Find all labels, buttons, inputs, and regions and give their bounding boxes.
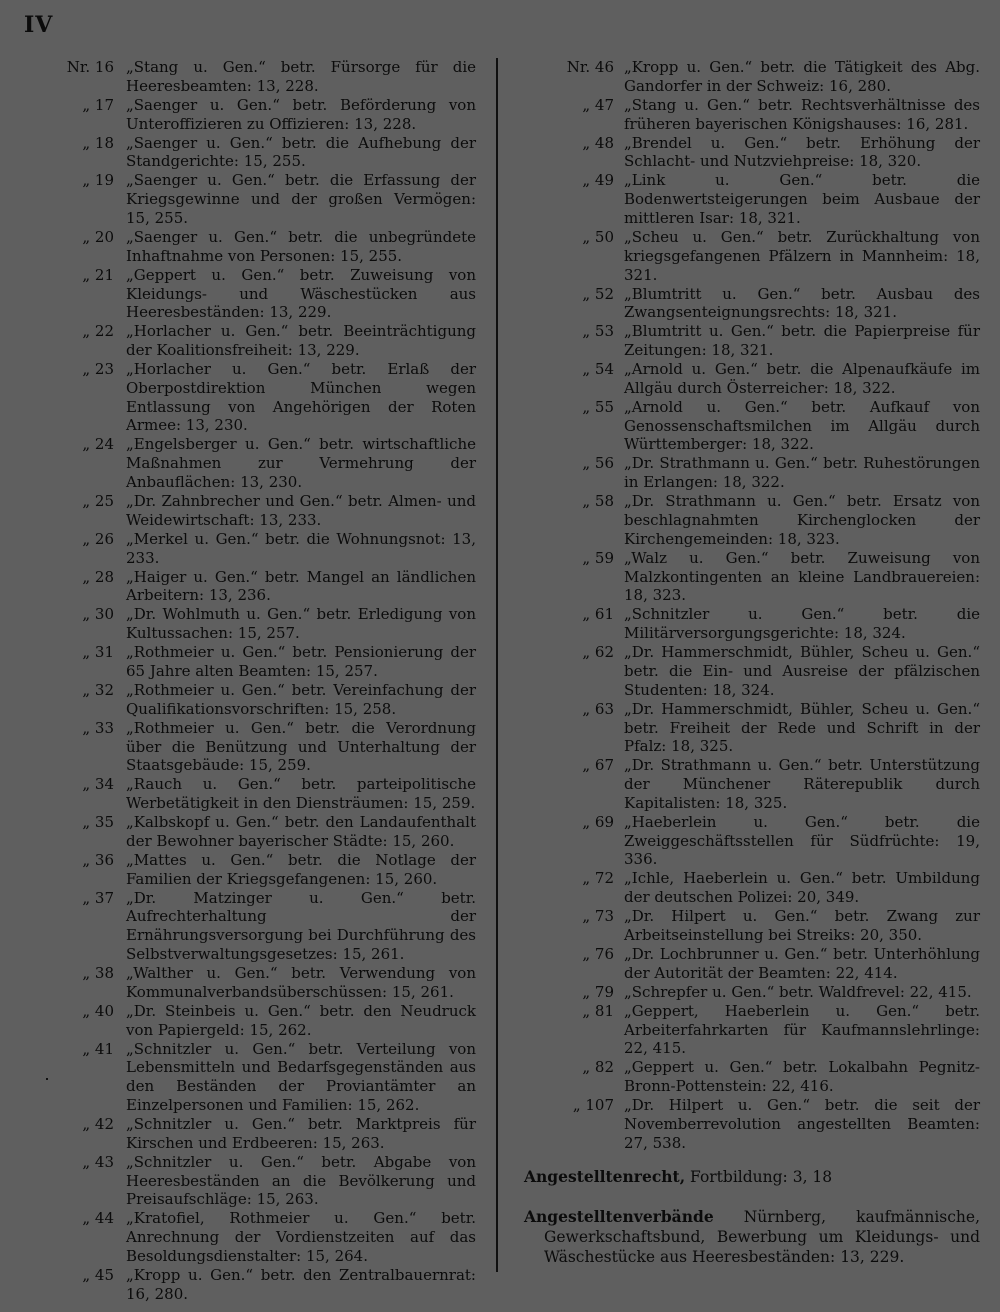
right-column <box>524 58 980 1267</box>
entry-number: „ 38 <box>82 964 114 982</box>
list-item <box>56 889 476 964</box>
entry-text: „Dr. Strathmann u. Gen.“ betr. Unterstützung der Münchener Räterepublik durch Kapitalisten: 18, 325. <box>624 756 980 812</box>
entry-number: Nr. 46 <box>566 58 614 76</box>
entry-text: „Dr. Hilpert u. Gen.“ betr. die seit der Novemberrevolution angestellten Beamten: 27, 538. <box>624 1096 980 1152</box>
entry-number: „ 56 <box>582 454 614 473</box>
entry-text: „Dr. Hammerschmidt, Bühler, Scheu u. Gen.“ betr. die Ein- und Ausreise der pfälzischen Studenten: 18, 324. <box>624 643 980 699</box>
list-item <box>56 813 476 851</box>
entry-text: „Geppert u. Gen.“ betr. Zuweisung von Kleidungs- und Wäschestücken aus Heeresbeständen: 13, 229. <box>126 265 476 322</box>
entry-text: „Walther u. Gen.“ betr. Verwendung von Kommunalverbandsüberschüssen: 15, 261. <box>126 964 476 1001</box>
list-item <box>56 530 476 568</box>
entry-text: „Dr. Zahnbrecher und Gen.“ betr. Almen- und Weidewirtschaft: 13, 233. <box>126 492 476 529</box>
entry-number: Nr. 16 <box>66 58 114 76</box>
entry-number: „ 42 <box>82 1114 114 1133</box>
entry-text: „Dr. Matzinger u. Gen.“ betr. Aufrechterhaltung der Ernährungsversorgung bei Durchführung des Selbstverwaltungsgesetzes: 15, 261. <box>126 888 476 964</box>
entry-number: „ 76 <box>582 945 614 964</box>
column-divider <box>496 58 498 1272</box>
index-topic <box>524 1167 980 1187</box>
entry-text: „Schnitzler u. Gen.“ betr. die Militärversorgungsgerichte: 18, 324. <box>624 605 980 643</box>
entry-text: „Rothmeier u. Gen.“ betr. die Verordnung über die Benützung und Unterhaltung der Staatsgebäude: 15, 259. <box>126 718 476 775</box>
entry-text: „Walz u. Gen.“ betr. Zuweisung von Malzkontingenten an kleine Landbrauereien: 18, 323. <box>624 548 980 605</box>
entry-number: „ 45 <box>82 1265 114 1284</box>
ink-speck <box>46 1078 48 1080</box>
entry-number: „ 59 <box>582 548 614 567</box>
entry-number: „ 30 <box>82 605 114 624</box>
entry-number: „ 26 <box>82 529 114 548</box>
entry-text: „Geppert u. Gen.“ betr. Lokalbahn Pegnitz-Bronn-Pottenstein: 22, 416. <box>624 1058 980 1096</box>
entry-number: „ 35 <box>82 813 114 832</box>
entry-text: „Link u. Gen.“ betr. die Bodenwertsteigerungen beim Ausbaue der mittleren Isar: 18, 321. <box>624 171 980 227</box>
list-item <box>524 945 980 983</box>
entry-number: „ 73 <box>582 907 614 926</box>
entry-number: „ 17 <box>82 95 114 114</box>
entry-number: „ 82 <box>582 1058 614 1077</box>
list-item <box>524 869 980 907</box>
entry-number: „ 53 <box>582 322 614 341</box>
list-item <box>524 96 980 134</box>
entry-text: „Schnitzler u. Gen.“ betr. Abgabe von Heeresbeständen an die Bevölkerung und Preisaufschläge: 15, 263. <box>126 1152 476 1209</box>
entry-number: „ 23 <box>82 360 114 379</box>
entry-number: „ 41 <box>82 1039 114 1058</box>
entry-text: „Saenger u. Gen.“ betr. Beförderung von Unteroffizieren zu Offizieren: 13, 228. <box>126 95 476 133</box>
left-column <box>56 58 476 1304</box>
entry-text: „Dr. Strathmann u. Gen.“ betr. Ruhestörungen in Erlangen: 18, 322. <box>624 454 980 492</box>
entry-number: „ 67 <box>582 756 614 775</box>
entry-text: „Geppert, Haeberlein u. Gen.“ betr. Arbeiterfahrkarten für Kaufmannslehrlinge: 22, 415. <box>624 1001 980 1058</box>
list-item <box>56 643 476 681</box>
entry-number: „ 72 <box>582 869 614 888</box>
entry-number: „ 33 <box>82 718 114 737</box>
index-topic <box>524 1207 980 1267</box>
entry-number: „ 31 <box>82 643 114 662</box>
entry-number: „ 49 <box>582 171 614 190</box>
list-item <box>56 775 476 813</box>
list-item <box>524 907 980 945</box>
entry-text: „Dr. Hilpert u. Gen.“ betr. Zwang zur Arbeitseinstellung bei Streiks: 20, 350. <box>624 907 980 945</box>
list-item <box>56 851 476 889</box>
list-item <box>56 605 476 643</box>
list-item <box>524 58 980 96</box>
list-item <box>524 492 980 548</box>
entry-text: „Haeberlein u. Gen.“ betr. die Zweiggeschäftsstellen für Südfrüchte: 19, 336. <box>624 812 980 869</box>
list-item <box>56 681 476 719</box>
list-item <box>524 756 980 812</box>
list-item <box>56 96 476 134</box>
list-item <box>56 266 476 322</box>
entry-text: „Saenger u. Gen.“ betr. die Aufhebung der Standgerichte: 15, 255. <box>126 133 476 171</box>
entry-text: „Schnitzler u. Gen.“ betr. Verteilung von Lebensmitteln und Bedarfsgegenständen aus den Beständen der Proviantämter an Einzelpersonen und Familien: 15, 262. <box>126 1039 476 1114</box>
entry-number: „ 48 <box>582 133 614 152</box>
entry-number: „ 20 <box>82 227 114 246</box>
list-item <box>56 58 476 96</box>
entry-text: „Dr. Wohlmuth u. Gen.“ betr. Erledigung von Kultussachen: 15, 257. <box>126 605 476 643</box>
entry-text: „Mattes u. Gen.“ betr. die Notlage der Familien der Kriegsgefangenen: 15, 260. <box>126 850 476 888</box>
entry-text: „Blumtritt u. Gen.“ betr. Ausbau des Zwangsenteignungsrechts: 18, 321. <box>624 284 980 322</box>
entry-number: „ 69 <box>582 812 614 831</box>
list-item <box>524 643 980 699</box>
list-item <box>524 398 980 454</box>
list-item <box>56 1002 476 1040</box>
list-item <box>56 171 476 227</box>
list-item <box>56 360 476 435</box>
list-item <box>56 492 476 530</box>
entry-number: „ 79 <box>582 982 614 1001</box>
entry-number: „ 18 <box>82 133 114 152</box>
entry-number: „ 43 <box>82 1152 114 1171</box>
entry-number: „ 58 <box>582 492 614 511</box>
entry-number: „ 19 <box>82 171 114 190</box>
entry-text: „Kalbskopf u. Gen.“ betr. den Landaufenthalt der Bewohner bayerischer Städte: 15, 260. <box>126 813 476 850</box>
list-item <box>56 568 476 606</box>
list-item <box>56 964 476 1002</box>
entry-text: „Dr. Lochbrunner u. Gen.“ betr. Unterhöhlung der Autorität der Beamten: 22, 414. <box>624 945 980 982</box>
list-item <box>56 322 476 360</box>
entry-number: „ 52 <box>582 284 614 303</box>
list-item <box>524 813 980 869</box>
entry-text: „Brendel u. Gen.“ betr. Erhöhung der Schlacht- und Nutzviehpreise: 18, 320. <box>624 133 980 171</box>
topic-text: Fortbildung: 3, 18 <box>685 1167 833 1186</box>
list-item <box>56 134 476 172</box>
list-item <box>524 549 980 605</box>
entry-text: „Kropp u. Gen.“ betr. den Zentralbauernrat: 16, 280. <box>126 1265 476 1303</box>
list-item <box>524 700 980 756</box>
entry-number: „ 37 <box>82 888 114 907</box>
list-item <box>524 1058 980 1096</box>
entry-number: „ 62 <box>582 643 614 662</box>
entry-text: „Haiger u. Gen.“ betr. Mangel an ländlichen Arbeitern: 13, 236. <box>126 567 476 605</box>
list-item <box>56 1209 476 1265</box>
entry-number: „ 81 <box>582 1001 614 1020</box>
entry-text: „Merkel u. Gen.“ betr. die Wohnungsnot: 13, 233. <box>126 529 476 567</box>
entry-number: „ 24 <box>82 435 114 454</box>
entry-text: „Horlacher u. Gen.“ betr. Erlaß der Oberpostdirektion München wegen Entlassung von Angehörigen der Roten Armee: 13, 230. <box>126 360 476 435</box>
entry-text: „Saenger u. Gen.“ betr. die unbegründete Inhaftnahme von Personen: 15, 255. <box>126 227 476 265</box>
page-number: IV <box>24 12 54 38</box>
list-item <box>56 1115 476 1153</box>
entry-text: „Engelsberger u. Gen.“ betr. wirtschaftliche Maßnahmen zur Vermehrung der Anbauflächen: 13, 230. <box>126 435 476 492</box>
list-item <box>56 1266 476 1304</box>
list-item <box>524 285 980 323</box>
list-item <box>524 605 980 643</box>
list-item <box>524 134 980 172</box>
list-item <box>524 228 980 284</box>
list-item <box>524 1002 980 1058</box>
list-item <box>56 228 476 266</box>
entry-text: „Rothmeier u. Gen.“ betr. Vereinfachung der Qualifikationsvorschriften: 15, 258. <box>126 680 476 718</box>
entry-number: „ 25 <box>82 492 114 511</box>
list-item <box>524 454 980 492</box>
entry-text: „Stang u. Gen.“ betr. Rechtsverhältnisse des früheren bayerischen Königshauses: 16, 281. <box>624 95 980 133</box>
entry-text: „Horlacher u. Gen.“ betr. Beeinträchtigung der Koalitionsfreiheit: 13, 229. <box>126 322 476 360</box>
entry-number: „ 28 <box>82 567 114 586</box>
entry-text: „Arnold u. Gen.“ betr. Aufkauf von Genossenschaftsmilchen im Allgäu durch Württemberger: 18, 322. <box>624 397 980 454</box>
entry-text: „Ichle, Haeberlein u. Gen.“ betr. Umbildung der deutschen Polizei: 20, 349. <box>624 869 980 907</box>
topic-heading: Angestelltenrecht, <box>524 1166 686 1186</box>
entry-text: „Rothmeier u. Gen.“ betr. Pensionierung der 65 Jahre alten Beamten: 15, 257. <box>126 643 476 680</box>
topic-text: Nürnberg, kaufmännische, Gewerkschaftsbund, Bewerbung um Kleidungs- und Wäschestücke aus Heeresbeständen: 13, 229. <box>544 1207 980 1266</box>
entry-text: „Kratofiel, Rothmeier u. Gen.“ betr. Anrechnung der Vordienstzeiten auf das Besoldungsdienstalter: 15, 264. <box>126 1209 476 1265</box>
entry-number: „ 107 <box>572 1096 614 1115</box>
list-item <box>524 360 980 398</box>
entry-number: „ 47 <box>582 95 614 114</box>
list-item <box>56 1040 476 1115</box>
list-item <box>56 719 476 775</box>
list-item <box>56 435 476 491</box>
list-item <box>524 983 980 1002</box>
entry-number: „ 54 <box>582 360 614 379</box>
entry-number: „ 34 <box>82 775 114 794</box>
entry-number: „ 55 <box>582 397 614 416</box>
entry-text: „Scheu u. Gen.“ betr. Zurückhaltung von kriegsgefangenen Pfälzern in Mannheim: 18, 321. <box>624 227 980 284</box>
entry-number: „ 61 <box>582 605 614 624</box>
entry-text: „Stang u. Gen.“ betr. Fürsorge für die Heeresbeamten: 13, 228. <box>126 58 476 95</box>
entry-number: „ 21 <box>82 265 114 284</box>
entry-text: „Kropp u. Gen.“ betr. die Tätigkeit des Abg. Gandorfer in der Schweiz: 16, 280. <box>624 58 980 95</box>
entry-text: „Dr. Hammerschmidt, Bühler, Scheu u. Gen.“ betr. Freiheit der Rede und Schrift in der Pfalz: 18, 325. <box>624 699 980 756</box>
entry-number: „ 44 <box>82 1209 114 1228</box>
entry-number: „ 22 <box>82 322 114 341</box>
entry-text: „Rauch u. Gen.“ betr. parteipolitische Werbetätigkeit in den Diensträumen: 15, 259. <box>126 775 476 813</box>
list-item <box>524 1096 980 1152</box>
list-item <box>56 1153 476 1209</box>
list-item <box>524 322 980 360</box>
entry-number: „ 63 <box>582 699 614 718</box>
entry-text: „Arnold u. Gen.“ betr. die Alpenaufkäufe im Allgäu durch Österreicher: 18, 322. <box>624 360 980 397</box>
entry-number: „ 50 <box>582 227 614 246</box>
entry-text: „Schnitzler u. Gen.“ betr. Marktpreis für Kirschen und Erdbeeren: 15, 263. <box>126 1114 476 1152</box>
entry-text: „Schrepfer u. Gen.“ betr. Waldfrevel: 22, 415. <box>624 982 972 1001</box>
entry-number: „ 40 <box>82 1001 114 1020</box>
entry-number: „ 32 <box>82 680 114 699</box>
entry-text: „Dr. Strathmann u. Gen.“ betr. Ersatz von beschlagnahmten Kirchenglocken der Kirchengemeinden: 18, 323. <box>624 492 980 548</box>
entry-text: „Dr. Steinbeis u. Gen.“ betr. den Neudruck von Papiergeld: 15, 262. <box>126 1001 476 1039</box>
list-item <box>524 171 980 227</box>
entry-text: „Saenger u. Gen.“ betr. die Erfassung der Kriegsgewinne und der großen Vermögen: 15, 255. <box>126 171 476 227</box>
entry-number: „ 36 <box>82 850 114 869</box>
topic-heading: Angestelltenverbände <box>524 1206 714 1226</box>
entry-text: „Blumtritt u. Gen.“ betr. die Papierpreise für Zeitungen: 18, 321. <box>624 322 980 360</box>
